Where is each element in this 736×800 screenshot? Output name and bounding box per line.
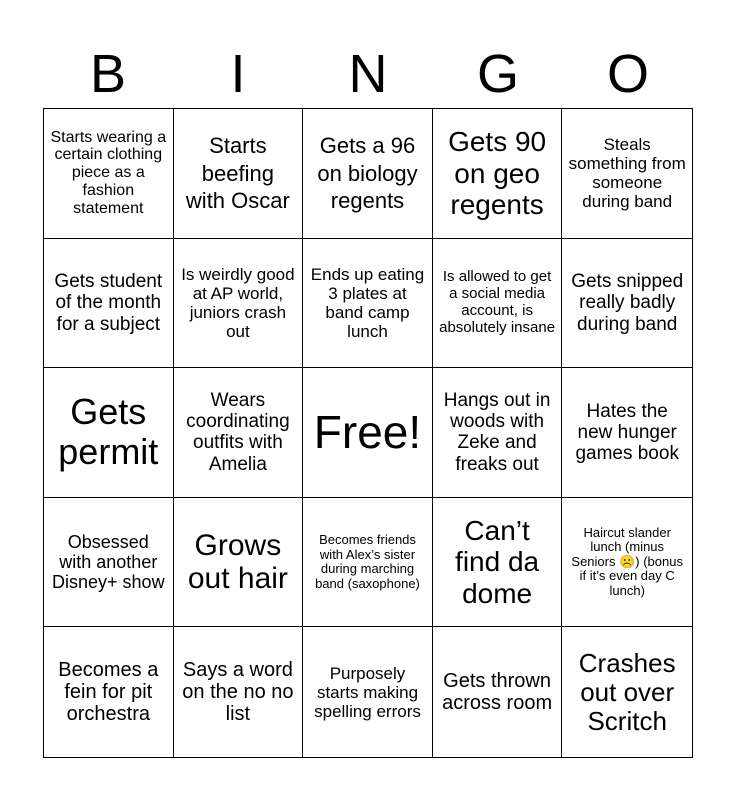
bingo-cell[interactable]: Is allowed to get a social media account, is absolutely insane bbox=[433, 239, 563, 369]
bingo-cell[interactable]: Gets a 96 on biology regents bbox=[303, 109, 433, 239]
header-letter-i: I bbox=[230, 44, 246, 104]
free-space-cell[interactable]: Free! bbox=[303, 368, 433, 498]
bingo-cell[interactable]: Gets permit bbox=[44, 368, 174, 498]
bingo-cell[interactable]: Wears coordinating outfits with Amelia bbox=[174, 368, 304, 498]
bingo-cell[interactable]: Gets thrown across room bbox=[433, 627, 563, 757]
bingo-header bbox=[43, 40, 693, 108]
header-letter-o: O bbox=[606, 44, 649, 104]
bingo-cell[interactable]: Purposely starts making spelling errors bbox=[303, 627, 433, 757]
bingo-cell[interactable]: Steals something from someone during band bbox=[562, 109, 692, 239]
bingo-board bbox=[43, 108, 693, 758]
bingo-cell[interactable]: Haircut slander lunch (minus Seniors ☹️) (bonus if it’s even day C lunch) bbox=[562, 498, 692, 628]
bingo-cell[interactable]: Can’t find da dome bbox=[433, 498, 563, 628]
bingo-cell[interactable]: Ends up eating 3 plates at band camp lunch bbox=[303, 239, 433, 369]
bingo-cell[interactable]: Says a word on the no no list bbox=[174, 627, 304, 757]
bingo-cell[interactable]: Crashes out over Scritch bbox=[578, 647, 676, 736]
bingo-cell[interactable]: Becomes a fein for pit orchestra bbox=[44, 627, 174, 757]
bingo-cell[interactable]: Becomes friends with Alex’s sister during marching band (saxophone) bbox=[303, 498, 433, 628]
bingo-cell[interactable]: Obsessed with another Disney+ show bbox=[44, 498, 174, 628]
bingo-cell[interactable]: Is weirdly good at AP world, juniors crash out bbox=[174, 239, 304, 369]
bingo-cell[interactable]: Starts beefing with Oscar bbox=[174, 109, 304, 239]
header-letter-b: B bbox=[89, 44, 127, 104]
bingo-cell[interactable]: Starts wearing a certain clothing piece as a fashion statement bbox=[44, 109, 174, 239]
bingo-cell[interactable]: Gets snipped really badly during band bbox=[562, 239, 692, 369]
bingo-cell[interactable]: Hangs out in woods with Zeke and freaks out bbox=[433, 368, 563, 498]
header-letter-n: N bbox=[348, 44, 388, 104]
bingo-cell[interactable]: Gets student of the month for a subject bbox=[44, 239, 174, 369]
header-letter-g: G bbox=[476, 44, 519, 104]
bingo-cell[interactable]: Grows out hair bbox=[174, 498, 304, 628]
bingo-cell[interactable]: Gets 90 on geo regents bbox=[433, 109, 563, 239]
bingo-cell[interactable]: Hates the new hunger games book bbox=[562, 368, 692, 498]
